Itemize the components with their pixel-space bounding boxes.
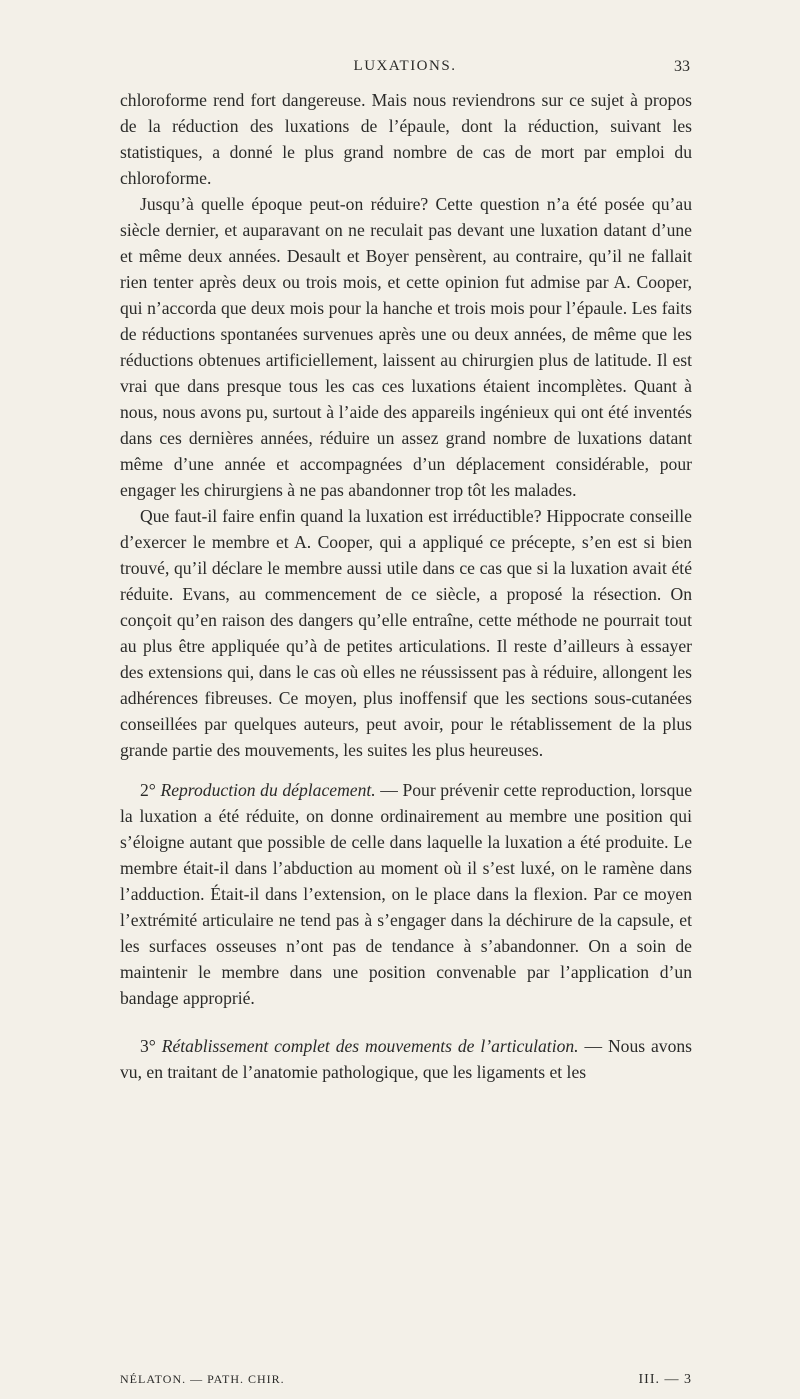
section-heading: Rétablissement complet des mouvements de l’articulation. — [161, 1036, 579, 1056]
section-paragraph — [120, 1033, 692, 1085]
signature-right: III. — 3 — [638, 1372, 692, 1387]
section-heading: Reproduction du déplacement. — [160, 780, 376, 800]
section-number: 2° — [140, 780, 156, 800]
running-title: LUXATIONS. — [353, 58, 457, 74]
section-text: — Pour prévenir cette reproduction, lorsque la luxation a été réduite, on donne ordinairement au membre une position qui s’éloigne autant que possible de celle dans laquelle la luxation a été produite. Le membre était-il dans l’abduction au moment où il s’est luxé, on le ramène dans l’adduction. Était-il dans l’extension, on le place dans la flexion. Par ce moyen l’extrémité articulaire ne tend pas à s’engager dans la déchirure de la capsule, et les surfaces osseuses n’ont pas de tendance à s’abandonner. On a soin de maintenir le membre dans une position convenable par l’application d’un bandage approprié. — [120, 780, 693, 1008]
section-number: 3° — [140, 1036, 156, 1056]
section-paragraph — [120, 777, 692, 1011]
paragraph: Que faut-il faire enfin quand la luxation est irréductible? Hippocrate conseille d’exercer le membre et A. Cooper, qui a appliqué ce précepte, s’en est si bien trouvé, qu’il déclare le membre aussi utile dans ce cas que si la luxation avait été réduite. Evans, au commencement de ce siècle, a proposé la résection. On conçoit qu’en raison des dangers qu’elle entraîne, cette méthode ne pourrait tout au plus être appliquée qu’à de petites articulations. Il reste d’ailleurs à essayer des extensions qui, dans le cas où elles ne réussissent pas à réduire, allongent les adhérences fibreuses. Ce moyen, plus inoffensif que les sections sous-cutanées conseillées par quelques auteurs, peut avoir, pour le rétablissement de la plus grande partie des mouvements, les suites les plus heureuses. — [120, 506, 692, 760]
signature-left: NÉLATON. — PATH. CHIR. — [120, 1372, 285, 1386]
section-text: — Nous avons vu, en traitant de l’anatomie pathologique, que les ligaments et les — [120, 1036, 693, 1082]
paragraph: Jusqu’à quelle époque peut-on réduire? Cette question n’a été posée qu’au siècle dernier, et auparavant on ne reculait pas devant une luxation datant d’une et même deux années. Desault et Boyer pensèrent, au contraire, qu’il ne fallait rien tenter après deux ou trois mois, et cette opinion fut admise par A. Cooper, qui n’accorda que deux mois pour la hanche et trois mois pour l’épaule. Les faits de réductions spontanées survenues après une ou deux années, de même que les réductions obtenues artificiellement, laissent au chirurgien plus de latitude. Il est vrai que dans presque tous les cas ces luxations étaient incomplètes. Quant à nous, nous avons pu, surtout à l’aide des appareils ingénieux qui ont été inventés dans ces dernières années, réduire un assez grand nombre de luxations datant même d’une année et accompagnées d’un déplacement considérable, pour engager les chirurgiens à ne pas abandonner trop tôt les malades. — [120, 194, 692, 500]
page-header — [120, 58, 690, 86]
signature-line — [120, 1372, 692, 1392]
body-text — [120, 87, 692, 1085]
paragraph: chloroforme rend fort dangereuse. Mais nous reviendrons sur ce sujet à propos de la réduction des luxations de l’épaule, dont la réduction, suivant les statistiques, a donné le plus grand nombre de cas de mort par emploi du chloroforme. — [120, 90, 692, 188]
page-number: 33 — [674, 58, 690, 75]
